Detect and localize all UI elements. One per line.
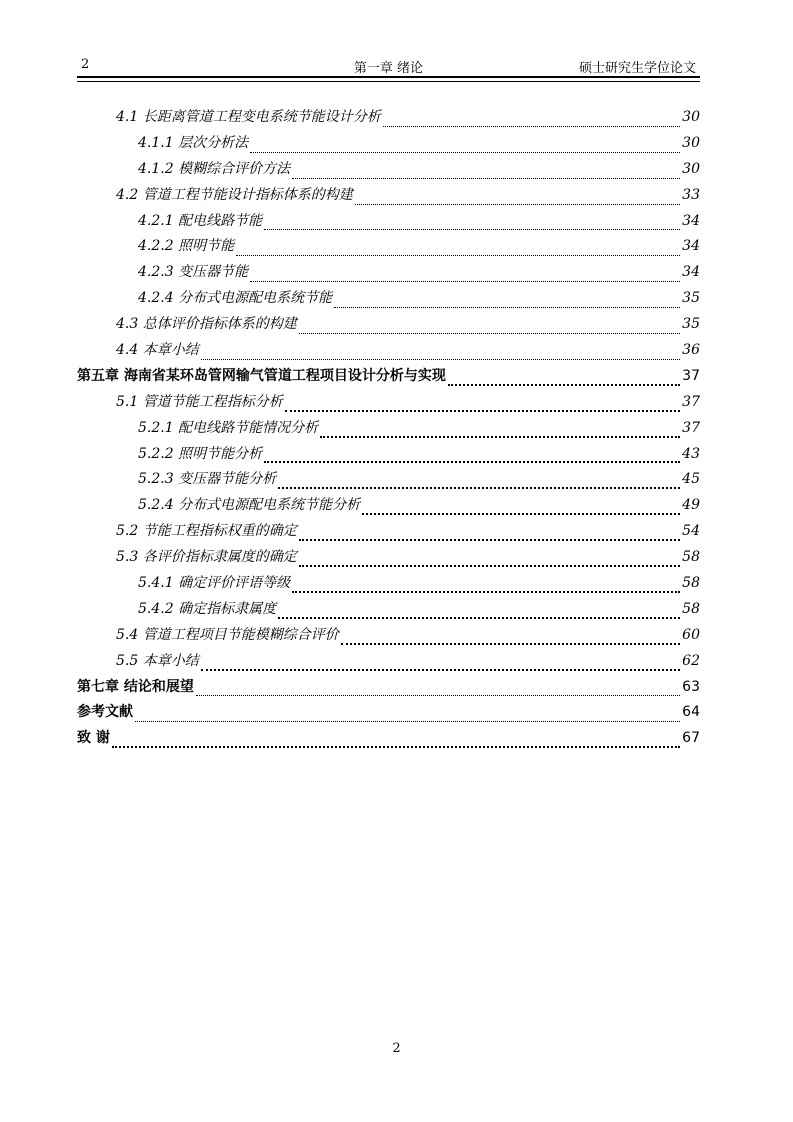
header-rule-thin xyxy=(77,81,700,82)
toc-entry[interactable] xyxy=(77,287,700,313)
toc-entry-page: 34 xyxy=(682,238,700,255)
toc-dot-leader xyxy=(250,267,680,282)
toc-entry[interactable] xyxy=(77,546,700,572)
footer-page-number: 2 xyxy=(392,1041,401,1056)
toc-dot-leader xyxy=(320,422,680,438)
toc-entry-title: 4.2.2 照明节能 xyxy=(138,238,235,255)
toc-dot-leader xyxy=(292,577,680,593)
toc-entry[interactable] xyxy=(77,235,700,261)
toc-entry-title: 5.1 管道节能工程指标分析 xyxy=(116,393,283,410)
toc-entry-title: 5.4 管道工程项目节能模糊综合评价 xyxy=(116,626,339,643)
toc-entry-title: 4.1 长距离管道工程变电系统节能设计分析 xyxy=(116,109,381,125)
toc-entry-page: 49 xyxy=(682,497,700,514)
toc-dot-leader xyxy=(448,370,680,386)
toc-dot-leader xyxy=(135,707,680,722)
toc-dot-leader xyxy=(334,293,680,308)
toc-entry[interactable] xyxy=(77,313,700,339)
toc-dot-leader xyxy=(292,164,680,179)
toc-entry-title: 参考文献 xyxy=(77,704,133,721)
toc-dot-leader xyxy=(196,681,680,696)
toc-entry[interactable] xyxy=(77,391,700,417)
toc-entry[interactable] xyxy=(77,106,700,132)
toc-entry[interactable] xyxy=(77,132,700,158)
toc-entry[interactable] xyxy=(77,468,700,494)
toc-dot-leader xyxy=(201,345,680,360)
toc-entry-title: 5.2.3 变压器节能分析 xyxy=(138,471,277,488)
toc-dot-leader xyxy=(341,629,680,645)
toc-dot-leader xyxy=(278,603,680,619)
header-chapter-title: 第一章 绪论 xyxy=(353,61,424,76)
toc-entry[interactable] xyxy=(77,727,700,753)
toc-entry[interactable] xyxy=(77,184,700,210)
header-page-number: 2 xyxy=(81,57,90,72)
toc-entry[interactable] xyxy=(77,339,700,365)
toc-entry-page: 60 xyxy=(682,626,700,643)
toc-entry-page: 43 xyxy=(682,445,700,462)
toc-entry-title: 5.2.1 配电线路节能情况分析 xyxy=(138,419,319,436)
toc-entry-page: 58 xyxy=(682,575,700,592)
toc-dot-leader xyxy=(236,241,680,256)
toc-entry[interactable] xyxy=(77,676,700,702)
toc-entry-page: 37 xyxy=(682,367,700,384)
toc-dot-leader xyxy=(299,551,680,567)
toc-entry-title: 4.2 管道工程节能设计指标体系的构建 xyxy=(116,186,353,203)
toc-dot-leader xyxy=(299,319,680,334)
toc-entry-title: 4.1.1 层次分析法 xyxy=(138,134,249,151)
toc-dot-leader xyxy=(250,138,680,153)
toc-entry-page: 35 xyxy=(682,316,700,333)
toc-entry-title: 5.2.2 照明节能分析 xyxy=(138,445,263,462)
toc-entry-page: 62 xyxy=(682,652,700,669)
header-thesis-title: 硕士研究生学位论文 xyxy=(578,61,696,76)
toc-entry[interactable] xyxy=(77,520,700,546)
toc-entry-page: 35 xyxy=(682,290,700,307)
toc-entry-title: 5.4.1 确定评价评语等级 xyxy=(138,575,291,592)
toc-entry-title: 4.4 本章小结 xyxy=(116,342,199,359)
toc-entry[interactable] xyxy=(77,158,700,184)
toc-entry-page: 34 xyxy=(682,212,700,229)
toc-entry-page: 36 xyxy=(682,342,700,359)
toc-entry-page: 45 xyxy=(682,471,700,488)
toc-entry-title: 4.2.1 配电线路节能 xyxy=(138,212,263,229)
toc-entry-page: 30 xyxy=(682,109,700,125)
toc-entry-title: 5.3 各评价指标隶属度的确定 xyxy=(116,549,297,566)
toc-dot-leader xyxy=(264,447,680,463)
header-rule-thick xyxy=(77,76,700,78)
toc-entry-title: 第五章 海南省某环岛管网输气管道工程项目设计分析与实现 xyxy=(77,367,446,384)
toc-dot-leader xyxy=(362,499,680,515)
toc-dot-leader xyxy=(264,215,680,230)
toc-entry-title: 4.2.3 变压器节能 xyxy=(138,264,249,281)
toc-entry[interactable] xyxy=(77,572,700,598)
toc-entry[interactable] xyxy=(77,598,700,624)
toc-dot-leader xyxy=(383,112,680,127)
toc-entry-page: 67 xyxy=(682,730,700,747)
toc-entry[interactable] xyxy=(77,417,700,443)
toc-entry-page: 64 xyxy=(682,704,700,721)
toc-entry[interactable] xyxy=(77,210,700,236)
toc-entry[interactable] xyxy=(77,494,700,520)
toc-entry-page: 58 xyxy=(682,549,700,566)
toc-entry-title: 致 谢 xyxy=(77,730,110,747)
toc-entry-page: 54 xyxy=(682,523,700,540)
toc-entry-page: 37 xyxy=(682,419,700,436)
toc-entry[interactable] xyxy=(77,443,700,469)
toc-entry[interactable] xyxy=(77,261,700,287)
toc-dot-leader xyxy=(201,655,680,671)
toc-entry-page: 30 xyxy=(682,134,700,151)
toc-entry-title: 5.5 本章小结 xyxy=(116,652,199,669)
table-of-contents xyxy=(77,106,700,753)
toc-entry-page: 58 xyxy=(682,600,700,617)
toc-dot-leader xyxy=(278,473,680,489)
toc-dot-leader xyxy=(285,396,680,412)
toc-entry-title: 5.2.4 分布式电源配电系统节能分析 xyxy=(138,497,361,514)
toc-entry-page: 34 xyxy=(682,264,700,281)
toc-entry-page: 33 xyxy=(682,186,700,203)
toc-entry-title: 5.4.2 确定指标隶属度 xyxy=(138,600,277,617)
toc-entry[interactable] xyxy=(77,365,700,391)
toc-entry[interactable] xyxy=(77,701,700,727)
toc-entry-title: 4.2.4 分布式电源配电系统节能 xyxy=(138,290,333,307)
toc-entry[interactable] xyxy=(77,624,700,650)
toc-dot-leader xyxy=(355,190,680,205)
toc-entry-title: 5.2 节能工程指标权重的确定 xyxy=(116,523,297,540)
toc-entry-title: 4.3 总体评价指标体系的构建 xyxy=(116,316,297,333)
page-header xyxy=(77,55,700,77)
toc-entry[interactable] xyxy=(77,650,700,676)
toc-entry-title: 4.1.2 模糊综合评价方法 xyxy=(138,160,291,177)
toc-entry-page: 30 xyxy=(682,160,700,177)
toc-entry-title: 第七章 结论和展望 xyxy=(77,678,194,695)
toc-dot-leader xyxy=(112,732,680,748)
toc-entry-page: 37 xyxy=(682,393,700,410)
toc-entry-page: 63 xyxy=(682,678,700,695)
toc-dot-leader xyxy=(299,525,680,541)
